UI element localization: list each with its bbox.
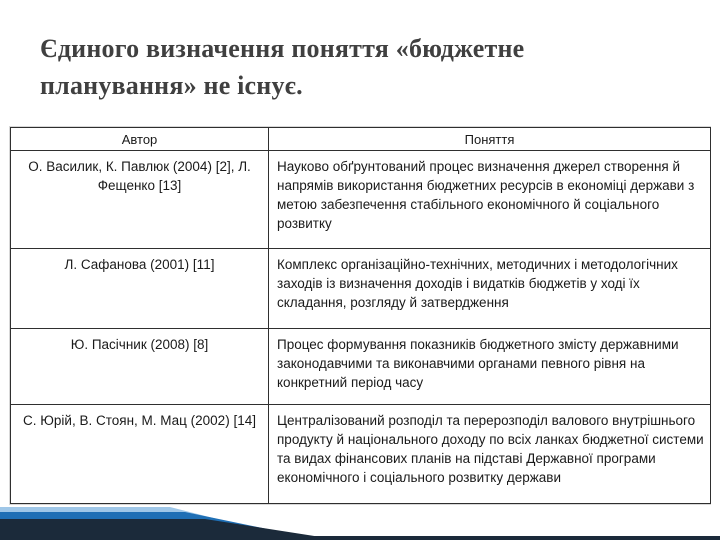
table-row <box>11 248 711 328</box>
author-cell: О. Василик, К. Павлюк (2004) [2], Л. Фещенко [13] <box>11 151 269 249</box>
table-row <box>11 151 711 249</box>
decorative-bottom-bar <box>0 505 720 540</box>
author-column-header: Автор <box>11 128 269 151</box>
concept-cell: Науково обґрунтований процес визначення джерел створення й напрямів використання бюджетних ресурсів в економіці держави з метою забезпечення стабільного економічного й соціального розвитку <box>269 151 711 249</box>
concept-cell: Централізований розподіл та перерозподіл валового внутрішнього продукту й національного доходу по всіх ланках бюджетної системи та видах фінансових планів на підставі Державної програми економічного і соціального розвитку держави <box>269 404 711 503</box>
bottom-bar-base <box>0 536 720 540</box>
author-cell: С. Юрій, В. Стоян, М. Мац (2002) [14] <box>11 404 269 503</box>
concept-cell: Процес формування показників бюджетного змісту державними законодавчими та виконавчими органами певного рівня на конкретний період часу <box>269 329 711 405</box>
table-row <box>11 404 711 503</box>
concept-cell: Комплекс організаційно-технічних, методичних і методологічних заходів із визначення доходів і видатків бюджетів у ході їх складання, розгляду й затвердження <box>269 248 711 328</box>
table-header-row <box>11 128 711 151</box>
author-cell: Ю. Пасічник (2008) [8] <box>11 329 269 405</box>
definitions-table-container <box>10 127 710 504</box>
slide-title: Єдиного визначення поняття «бюджетне планування» не існує. <box>40 34 525 100</box>
table-row <box>11 329 711 405</box>
concept-column-header: Поняття <box>269 128 711 151</box>
author-cell: Л. Сафанова (2001) [11] <box>11 248 269 328</box>
definitions-table <box>10 127 711 504</box>
